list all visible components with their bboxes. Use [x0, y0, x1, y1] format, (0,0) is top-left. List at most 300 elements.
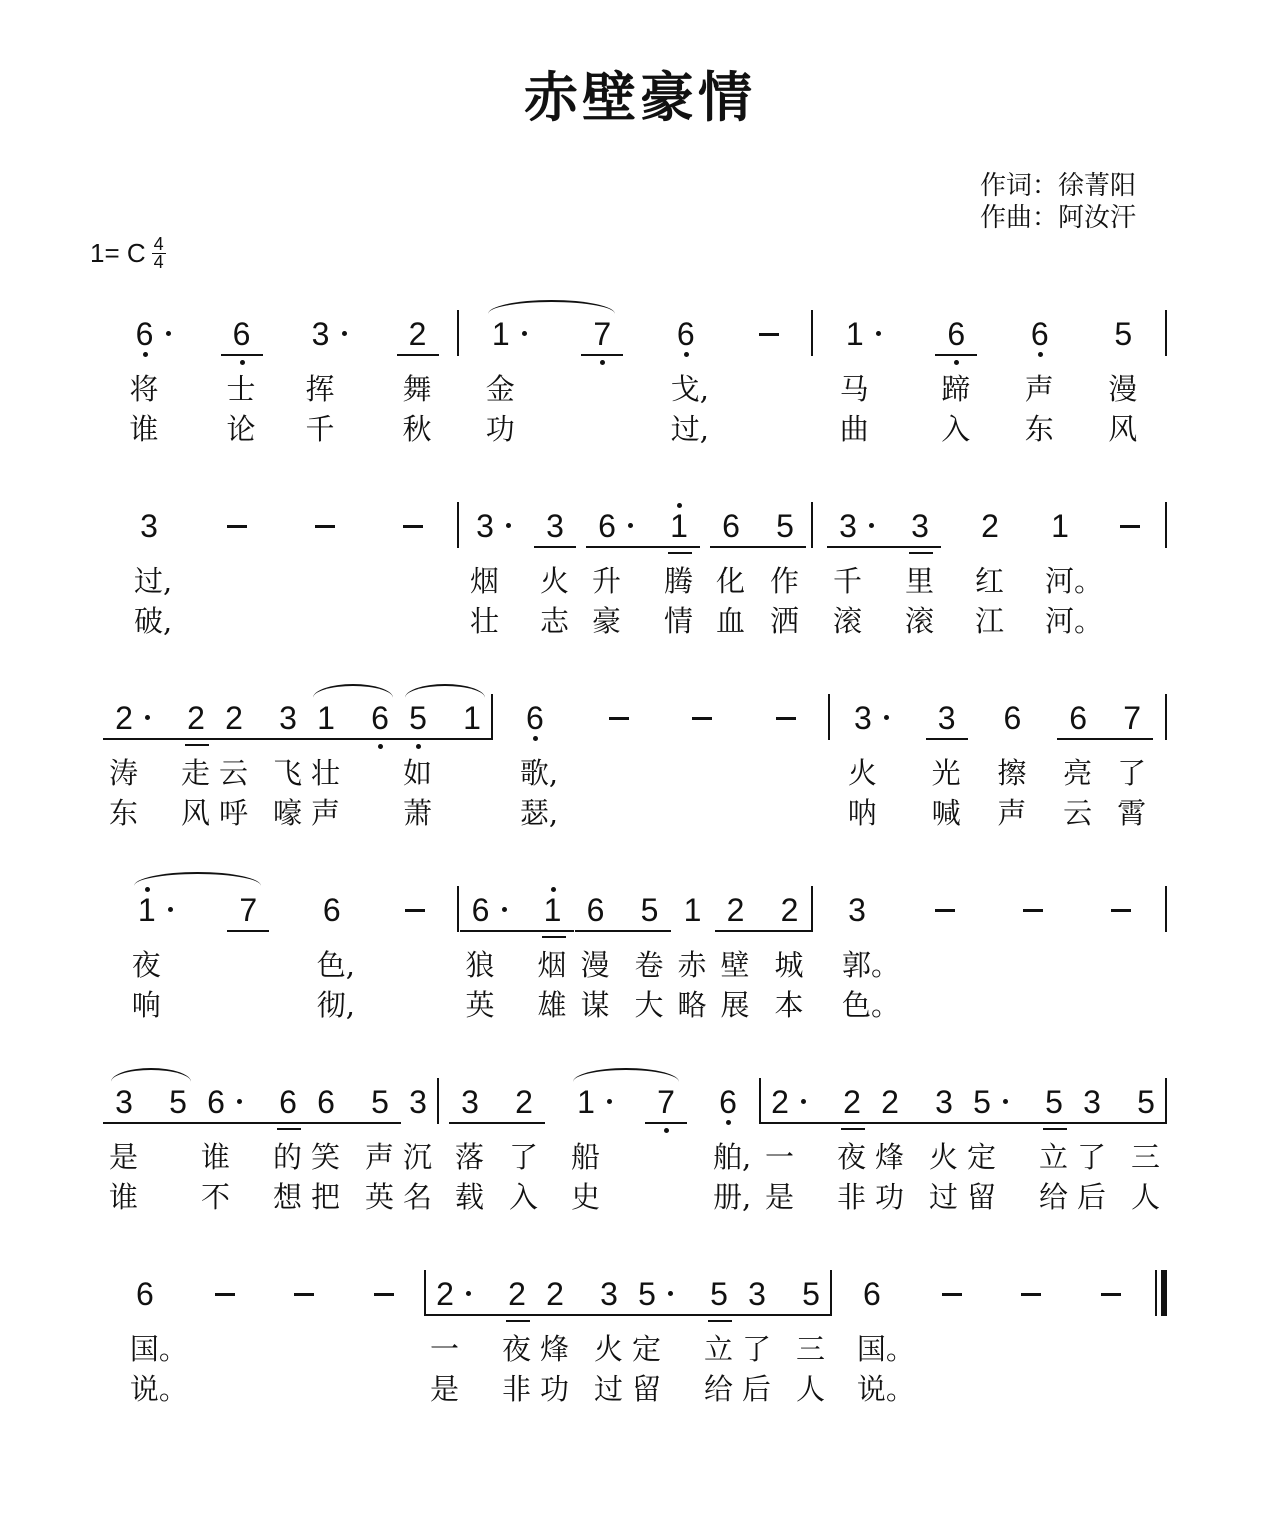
lyric-verse-2: 论 [226, 412, 256, 446]
note [536, 504, 574, 674]
augmentation-dot [801, 1099, 806, 1104]
note-number: 1 [543, 892, 562, 928]
note [590, 1272, 628, 1442]
sustain-dash [365, 1272, 403, 1442]
note [130, 504, 173, 674]
note-group [993, 696, 1031, 866]
note [628, 1272, 684, 1442]
lyric-verse-1: 飞 [273, 756, 303, 790]
note-group [399, 1080, 437, 1250]
lyric-verse-1: 走 [181, 756, 211, 790]
lyric-verse-1: 火 [929, 1140, 959, 1174]
note-number: 6 [947, 316, 966, 352]
note-group [229, 888, 267, 1058]
lyric-verse-2: 谋 [580, 988, 610, 1022]
note [993, 696, 1031, 866]
lyric-verse-2: 给 [1039, 1180, 1069, 1214]
lyric-verse-2: 呐 [847, 796, 877, 830]
note-group [1012, 1272, 1050, 1442]
lyric-verse-1: 国。 [856, 1332, 915, 1366]
note-number: 6 [471, 892, 490, 928]
low-octave-dot [240, 360, 245, 365]
lyric-verse-2: 彻, [316, 988, 355, 1022]
double-underline [542, 936, 566, 938]
score-system [105, 504, 1167, 674]
score-system [105, 312, 1167, 482]
note [1035, 1080, 1073, 1250]
note [269, 1080, 307, 1250]
double-underline [708, 1320, 732, 1322]
measure [459, 312, 811, 482]
lyric-verse-2: 壮 [470, 604, 500, 638]
lyric-verse-2: 想 [273, 1180, 303, 1214]
augmentation-dot [884, 715, 889, 720]
lyric-verse-1: 火 [847, 756, 877, 790]
note-number: 3 [848, 892, 866, 928]
sustain-dash [933, 1272, 971, 1442]
thick-bar [1161, 1270, 1167, 1316]
note-number: 3 [1083, 1084, 1101, 1120]
note [583, 312, 621, 482]
sustain-dash [600, 696, 638, 866]
note-group [516, 696, 559, 866]
lyric-verse-2: 是 [765, 1180, 795, 1214]
note-number: 5 [776, 508, 794, 544]
note [871, 1080, 909, 1250]
barline [1165, 502, 1167, 548]
lyric-verse-2: 情 [664, 604, 694, 638]
note [361, 1080, 399, 1250]
lyric-verse-2: 载 [455, 1180, 485, 1214]
note-group [128, 888, 184, 1058]
lyric-verse-2: 霄 [1117, 796, 1147, 830]
note [482, 312, 538, 482]
note [307, 1080, 345, 1250]
note [361, 696, 399, 866]
lyric-verse-1: 沉 [403, 1140, 433, 1174]
note-group [482, 312, 538, 482]
lyric-verse-2: 本 [774, 988, 804, 1022]
note-group [306, 504, 344, 674]
note-group [667, 312, 709, 482]
lyric-verse-2: 豪 [592, 604, 622, 638]
note [761, 1080, 817, 1250]
lyric-verse-2: 入 [941, 412, 971, 446]
note [229, 888, 267, 1058]
note-group [307, 1080, 399, 1250]
lyric-verse-2: 是 [430, 1372, 460, 1406]
lyric-verse-1: 戈, [670, 372, 709, 406]
note-group [567, 1080, 623, 1250]
note-number: 6 [586, 892, 605, 928]
lyric-verse-2: 江 [975, 604, 1005, 638]
repeat-end-barline [1151, 1270, 1167, 1316]
lyric-verse-1: 三 [1131, 1140, 1161, 1174]
note [466, 504, 522, 674]
note [126, 312, 182, 482]
dash-mark [609, 717, 629, 720]
note-group [105, 696, 215, 866]
lyric-verse-2: 嚎 [273, 796, 303, 830]
lyric-verse-2: 功 [485, 412, 515, 446]
lyric-verse-2: 人 [1131, 1180, 1161, 1214]
note-group [302, 312, 358, 482]
note-group [933, 1272, 971, 1442]
note-group [197, 1080, 307, 1250]
note [313, 888, 355, 1058]
note-group [853, 1272, 915, 1442]
lyric-verse-1: 腾 [664, 564, 694, 598]
lyric-verse-2: 功 [875, 1180, 905, 1214]
note-number: 6 [1003, 700, 1022, 736]
lyric-verse-2: 谁 [129, 412, 159, 446]
note-group [1041, 504, 1104, 674]
note-number: 1 [491, 316, 510, 352]
sustain-dash [396, 888, 434, 1058]
lyric-verse-1: 夜 [131, 948, 161, 982]
note-group [1092, 1272, 1130, 1442]
note-group [683, 696, 721, 866]
dash-mark [692, 717, 712, 720]
lyricist-credit: 作词：徐菁阳 [980, 171, 1137, 201]
high-octave-dot [677, 503, 682, 508]
slur [488, 300, 616, 314]
lyric-verse-2: 后 [742, 1372, 772, 1406]
time-top: 4 [153, 234, 164, 254]
note-number: 3 [546, 508, 564, 544]
note-group [536, 1272, 628, 1442]
note-group [1059, 696, 1151, 866]
measure [813, 312, 1165, 482]
lyric-verse-2: 说。 [129, 1372, 188, 1406]
note-group [365, 1272, 403, 1442]
note-number: 6 [232, 316, 251, 352]
sustain-dash [683, 696, 721, 866]
note-group [963, 1080, 1073, 1250]
note [833, 1080, 871, 1250]
lyric-verse-1: 笑 [311, 1140, 341, 1174]
composer-credit: 作曲：阿汝汗 [980, 203, 1137, 233]
lyric-verse-2: 过 [594, 1372, 624, 1406]
note [771, 888, 809, 1058]
measure [426, 1272, 830, 1442]
double-underline [185, 744, 209, 746]
lyric-verse-2: 功 [540, 1372, 570, 1406]
lyric-verse-1: 舞 [402, 372, 432, 406]
note [631, 888, 669, 1058]
note-number: 3 [140, 508, 158, 544]
note-group [536, 504, 574, 674]
augmentation-dot [166, 331, 171, 336]
note [269, 696, 307, 866]
note-group [717, 888, 809, 1058]
note [126, 1272, 188, 1442]
note [588, 504, 644, 674]
lyric-verse-1: 落 [455, 1140, 485, 1174]
lyric-verse-1: 的 [273, 1140, 303, 1174]
low-octave-dot [600, 360, 605, 365]
lyric-verse-2: 把 [311, 1180, 341, 1214]
dash-mark [374, 1293, 394, 1296]
note-group [836, 312, 892, 482]
note [712, 504, 750, 674]
note-number: 2 [515, 1084, 533, 1120]
note-number: 6 [598, 508, 616, 544]
note [426, 1272, 482, 1442]
lyric-verse-2: 给 [704, 1372, 734, 1406]
note-number: 6 [317, 1084, 335, 1120]
dash-mark [776, 717, 796, 720]
lyric-verse-2: 东 [1024, 412, 1054, 446]
low-octave-dot [954, 360, 959, 365]
dash-mark [1023, 909, 1043, 912]
note-number: 7 [1123, 700, 1142, 736]
note-number: 5 [409, 700, 427, 736]
note-number: 3 [279, 700, 297, 736]
lyric-verse-2: 人 [796, 1372, 826, 1406]
lyric-verse-1: 城 [774, 948, 804, 982]
lyric-verse-2: 声 [311, 796, 341, 830]
score-system [105, 1272, 1167, 1442]
note-group [285, 1272, 323, 1442]
lyric-verse-2: 略 [677, 988, 707, 1022]
note-number: 3 [935, 1084, 953, 1120]
note-number: 6 [279, 1084, 297, 1120]
note-number: 7 [239, 892, 258, 928]
measure [813, 888, 1165, 1058]
lyric-verse-2: 留 [967, 1180, 997, 1214]
measure [105, 888, 457, 1058]
note-group [223, 312, 261, 482]
lyric-verse-2: 志 [540, 604, 570, 638]
lyric-verse-2: 滚 [905, 604, 935, 638]
note-group [750, 312, 788, 482]
measure [813, 504, 1165, 674]
barline [1165, 310, 1167, 356]
measure [105, 1080, 437, 1250]
augmentation-dot [145, 715, 150, 720]
lyric-verse-1: 亮 [1063, 756, 1093, 790]
dash-mark [935, 909, 955, 912]
lyric-verse-1: 了 [742, 1332, 772, 1366]
note [838, 888, 901, 1058]
lyric-verse-1: 过, [134, 564, 173, 598]
measure [830, 696, 1165, 866]
note-number: 2 [508, 1276, 526, 1312]
lyric-verse-1: 定 [967, 1140, 997, 1174]
note-group [307, 696, 399, 866]
lyric-verse-1: 红 [975, 564, 1005, 598]
note [700, 1272, 738, 1442]
dash-mark [315, 525, 335, 528]
note-number: 6 [525, 700, 544, 736]
note-group [313, 888, 355, 1058]
lyric-verse-1: 蹄 [941, 372, 971, 406]
note [963, 1080, 1019, 1250]
note-group [451, 1080, 543, 1250]
high-octave-dot [145, 887, 150, 892]
note-number: 1 [317, 700, 335, 736]
augmentation-dot [876, 331, 881, 336]
lyric-verse-2: 曲 [839, 412, 869, 446]
note [105, 1080, 143, 1250]
note-group [1073, 1080, 1165, 1250]
note [667, 312, 709, 482]
low-octave-dot [726, 1120, 731, 1125]
note-number: 5 [973, 1084, 991, 1120]
lyric-verse-1: 声 [1024, 372, 1054, 406]
measure [493, 696, 828, 866]
measure [761, 1080, 1165, 1250]
double-underline [909, 552, 933, 554]
augmentation-dot [502, 907, 507, 912]
measure [105, 1272, 424, 1442]
song-title: 赤壁豪情 [524, 65, 756, 129]
note [399, 1080, 437, 1250]
lyric-verse-2: 谁 [109, 1180, 139, 1214]
lyric-verse-1: 定 [632, 1332, 662, 1366]
note-number: 5 [640, 892, 659, 928]
note [159, 1080, 197, 1250]
note-number: 6 [862, 1276, 881, 1312]
lyric-verse-2: 说。 [856, 1372, 915, 1406]
lyric-verse-1: 一 [430, 1332, 460, 1366]
note [717, 888, 755, 1058]
double-underline [841, 1128, 865, 1130]
lyric-verse-1: 烽 [540, 1332, 570, 1366]
note-number: 6 [135, 316, 154, 352]
note-group [709, 1080, 752, 1250]
note [925, 1080, 963, 1250]
dash-mark [942, 1293, 962, 1296]
measure [832, 1272, 1151, 1442]
note [399, 696, 437, 866]
note-group [1014, 888, 1052, 1058]
augmentation-dot [506, 523, 511, 528]
note [302, 312, 358, 482]
slur [134, 872, 262, 886]
note-number: 2 [187, 700, 205, 736]
note-number: 5 [169, 1084, 187, 1120]
sustain-dash [394, 504, 432, 674]
note-number: 5 [1137, 1084, 1155, 1120]
dash-mark [294, 1293, 314, 1296]
lyric-verse-1: 立 [704, 1332, 734, 1366]
note-number: 2 [881, 1084, 899, 1120]
lyric-verse-1: 卷 [634, 948, 664, 982]
lyric-verse-1: 升 [592, 564, 622, 598]
dash-mark [1111, 909, 1131, 912]
lyric-verse-1: 里 [905, 564, 935, 598]
note-number: 3 [409, 1084, 427, 1120]
note-number: 2 [771, 1084, 789, 1120]
note [844, 696, 900, 866]
lyric-verse-1: 金 [485, 372, 515, 406]
note-number: 6 [322, 892, 341, 928]
lyric-verse-2: 河。 [1045, 604, 1104, 638]
lyric-verse-2: 萧 [403, 796, 433, 830]
note-number: 3 [311, 316, 330, 352]
score-system [105, 696, 1167, 866]
lyric-verse-1: 一 [765, 1140, 795, 1174]
note [128, 888, 184, 1058]
lyric-verse-2: 展 [720, 988, 750, 1022]
note [1073, 1080, 1111, 1250]
note-group [215, 696, 307, 866]
note-group [928, 696, 966, 866]
dash-mark [403, 525, 423, 528]
lyric-verse-1: 船 [571, 1140, 601, 1174]
note [534, 888, 572, 1058]
note [853, 1272, 915, 1442]
note-group [600, 696, 638, 866]
lyric-verse-1: 将 [129, 372, 159, 406]
note [453, 696, 491, 866]
lyric-verse-1: 马 [839, 372, 869, 406]
note [505, 1080, 543, 1250]
lyric-verse-2: 呼 [219, 796, 249, 830]
lyric-verse-2: 后 [1077, 1180, 1107, 1214]
augmentation-dot [668, 1291, 673, 1296]
low-octave-dot [416, 744, 421, 749]
note [937, 312, 975, 482]
lyric-verse-2: 名 [403, 1180, 433, 1214]
lyric-verse-2: 英 [465, 988, 495, 1022]
lyric-verse-1: 狼 [465, 948, 495, 982]
lyric-verse-2: 滚 [833, 604, 863, 638]
lyric-verse-2: 过 [929, 1180, 959, 1214]
note-number: 5 [802, 1276, 820, 1312]
lyric-verse-2: 不 [201, 1180, 231, 1214]
slur [313, 684, 393, 698]
lyric-verse-2: 史 [571, 1180, 601, 1214]
sustain-dash [1014, 888, 1052, 1058]
note-group [628, 1272, 738, 1442]
lyric-verse-2: 声 [997, 796, 1027, 830]
note-group [105, 1080, 197, 1250]
low-octave-dot [664, 1128, 669, 1133]
lyric-verse-1: 赤 [677, 948, 707, 982]
lyric-verse-1: 云 [219, 756, 249, 790]
lyric-verse-1: 漫 [1108, 372, 1138, 406]
key-signature [90, 236, 166, 271]
note-group [466, 504, 522, 674]
dash-mark [1101, 1293, 1121, 1296]
lyric-verse-2: 色。 [842, 988, 901, 1022]
lyric-verse-1: 立 [1039, 1140, 1069, 1174]
lyric-verse-1: 舶, [713, 1140, 752, 1174]
lyric-verse-1: 了 [1077, 1140, 1107, 1174]
note-group [829, 504, 939, 674]
note [829, 504, 885, 674]
lyric-verse-2: 血 [716, 604, 746, 638]
note [901, 504, 939, 674]
sustain-dash [926, 888, 964, 1058]
sustain-dash [1111, 504, 1149, 674]
lyric-verse-1: 擦 [997, 756, 1027, 790]
note-group [926, 888, 964, 1058]
measure [459, 888, 811, 1058]
sustain-dash [206, 1272, 244, 1442]
low-octave-dot [1038, 352, 1043, 357]
lyric-verse-1: 化 [716, 564, 746, 598]
note-group [396, 888, 434, 1058]
lyric-verse-1: 夜 [837, 1140, 867, 1174]
lyric-verse-1: 声 [365, 1140, 395, 1174]
lyric-verse-1: 歌, [519, 756, 559, 790]
note-group [126, 312, 182, 482]
note-number: 2 [546, 1276, 564, 1312]
